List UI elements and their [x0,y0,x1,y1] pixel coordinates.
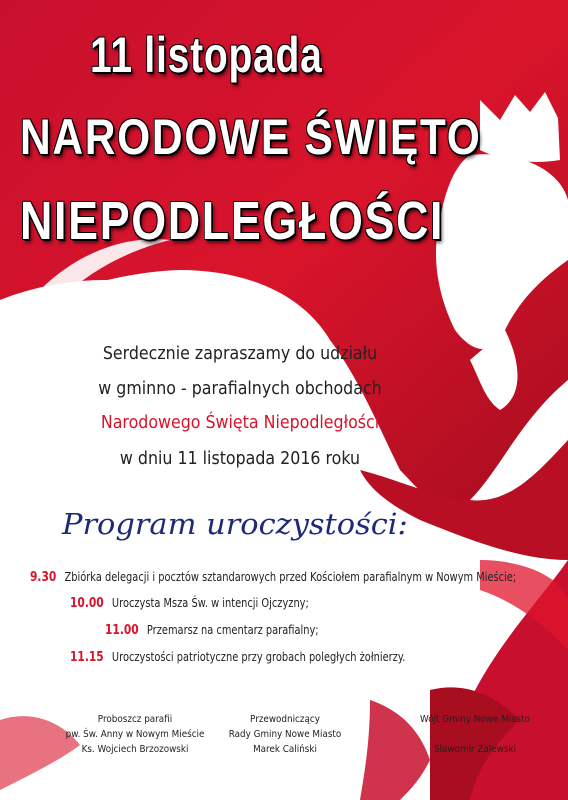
program-item-time: 10.00 [70,596,104,611]
signature-role-detail: Rady Gminy Nowe Miasto [228,729,342,740]
title-line-1: NARODOWE ŚWIĘTO [20,109,482,165]
title-line-2: NIEPODLEGŁOŚCI [20,191,445,251]
program-item-time: 9.30 [30,570,57,585]
signature-role: Proboszcz parafii [97,714,173,725]
program-item-text: Uroczystości patriotyczne przy grobach poległych żołnierzy. [111,650,406,664]
program-heading: Program uroczystości: [62,507,408,541]
invitation-line-3: Narodowego Święta Niepodległości [100,412,380,433]
signature-block-parish [51,712,218,757]
signature-role: Przewodniczący [250,714,320,725]
program-item [70,596,309,611]
signature-name: Sławomir Zalewski [433,744,517,755]
program-item [105,623,319,638]
invitation-line-2: w gminno - parafialnych obchodach [98,378,382,399]
program-item [30,570,516,585]
program-item-text: Przemarsz na cmentarz parafialny; [146,623,319,637]
program-item-time: 11.00 [105,623,139,638]
program-item [70,650,405,665]
title-date: 11 listopada [90,27,323,83]
signature-name: Marek Caliński [253,744,317,755]
program-item-text: Uroczysta Msza Św. w intencji Ojczyzny; [111,596,309,610]
signature-role: Wójt Gminy Nowe Miasto [420,714,530,725]
signature-name: Ks. Wojciech Brzozowski [81,744,189,755]
invitation-line-4: w dniu 11 listopada 2016 roku [119,448,361,469]
signature-block-council [201,712,368,757]
program-item-text: Zbiórka delegacji i pocztów sztandarowych przed Kościołem parafialnym w Nowym Mieście; [64,570,517,584]
program-item-time: 11.15 [70,650,104,665]
signature-role-detail [391,727,558,742]
signature-block-mayor [391,712,558,757]
signature-role-detail: pw. Św. Anny w Nowym Mieście [65,729,205,740]
invitation-line-1: Serdecznie zapraszamy do udziału [102,343,378,364]
